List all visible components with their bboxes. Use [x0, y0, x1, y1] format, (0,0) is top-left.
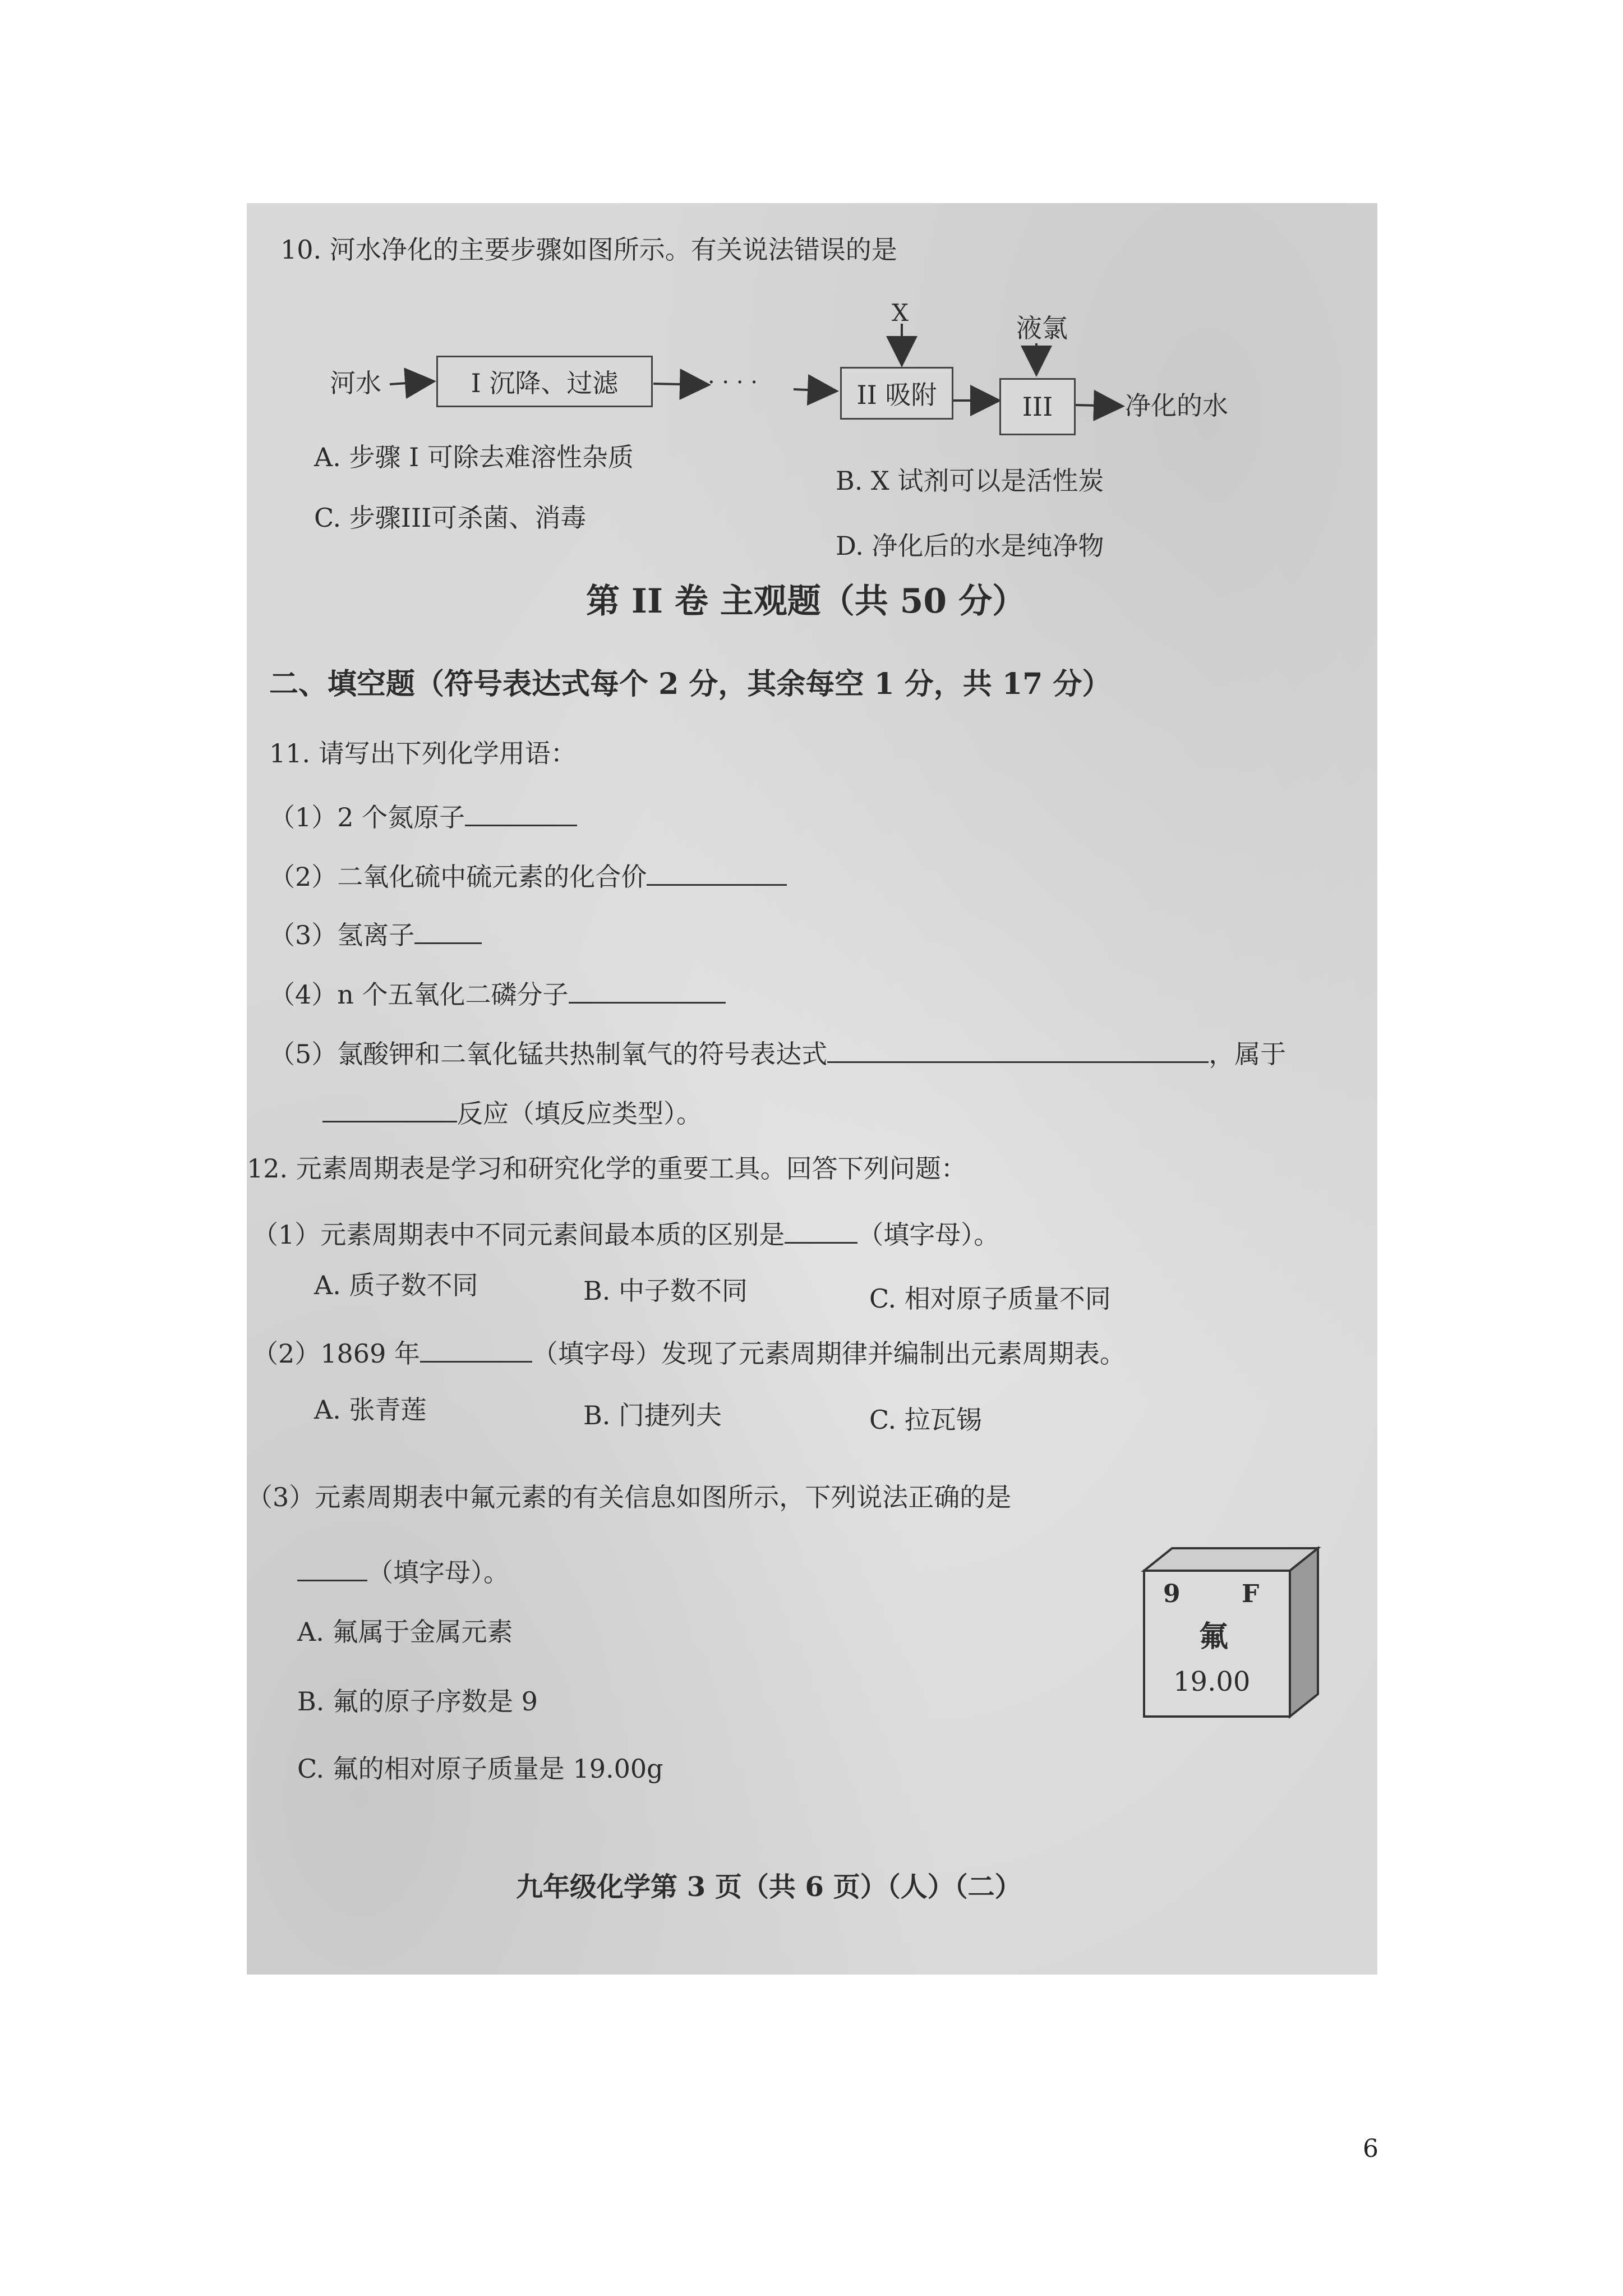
- q11-item-4: （4）n 个五氧化二磷分子: [269, 976, 726, 1007]
- q12-1-option-c: C. 相对原子质量不同: [869, 1283, 1111, 1314]
- q12-3-blank: [297, 1554, 367, 1581]
- arrow-river-to-step1: [390, 381, 432, 384]
- q12-1-option-a: A. 质子数不同: [314, 1270, 478, 1300]
- q10-option-c: C. 步骤III可杀菌、消毒: [314, 503, 587, 533]
- element-symbol: F: [1242, 1580, 1260, 1608]
- q12-part3: （3）元素周期表中氟元素的有关信息如图所示，下列说法正确的是: [247, 1482, 1012, 1512]
- q11-stem: 11. 请写出下列化学用语：: [269, 738, 577, 769]
- page-number: 6: [1363, 2134, 1378, 2163]
- q10-stem: 10. 河水净化的主要步骤如图所示。有关说法错误的是: [280, 234, 897, 265]
- q11-item-5-line2: 反应（填反应类型）。: [322, 1095, 702, 1126]
- scanned-exam-page: [247, 203, 1377, 1975]
- section2-title: 第 II 卷 主观题（共 50 分）: [586, 582, 1026, 621]
- q11-item-3: （3）氢离子: [269, 917, 482, 948]
- q10-option-d: D. 净化后的水是纯净物: [836, 531, 1104, 561]
- q12-part2: （2）1869 年 （填字母）发现了元素周期律并编制出元素周期表。: [252, 1335, 1126, 1366]
- diagram-step3-box: [999, 378, 1076, 435]
- diagram-reagent-chlorine: 液氯: [1016, 313, 1068, 343]
- q12-2-option-c: C. 拉瓦锡: [869, 1405, 982, 1435]
- diagram-step1-box: [436, 356, 653, 407]
- q11-item-5: （5）氯酸钾和二氧化锰共热制氧气的符号表达式 ，属于: [269, 1036, 1286, 1067]
- q12-3-option-b: B. 氟的原子序数是 9: [297, 1686, 538, 1717]
- arrow-dots-to-step2: [794, 389, 834, 391]
- water-purification-diagram: [247, 203, 1377, 472]
- diagram-output-water: 净化的水: [1125, 390, 1228, 421]
- diagram-reagent-x: X: [892, 299, 909, 326]
- q11-4-blank: [569, 976, 726, 1004]
- q11-1-blank: [465, 799, 577, 826]
- element-atomic-number: 9: [1163, 1580, 1181, 1608]
- q11-3-blank: [414, 917, 482, 944]
- diagram-step3-label: III: [1022, 392, 1053, 422]
- section2-subtitle: 二、填空题（符号表达式每个 2 分，其余每空 1 分，共 17 分）: [269, 667, 1112, 701]
- q12-2-blank: [420, 1335, 532, 1363]
- diagram-step2-label: II 吸附: [856, 380, 937, 410]
- q10-option-b: B. X 试剂可以是活性炭: [836, 466, 1104, 496]
- element-atomic-mass: 19.00: [1173, 1666, 1251, 1697]
- q12-part1: （1）元素周期表中不同元素间最本质的区别是 （填字母）。: [252, 1216, 999, 1248]
- q12-3-option-a: A. 氟属于金属元素: [297, 1617, 513, 1647]
- q11-5-type-blank: [322, 1095, 457, 1122]
- q11-item-1: （1）2 个氮原子: [269, 799, 577, 830]
- q12-1-option-b: B. 中子数不同: [583, 1276, 748, 1306]
- q11-5-blank: [827, 1036, 1209, 1063]
- q12-stem: 12. 元素周期表是学习和研究化学的重要工具。回答下列问题：: [247, 1153, 967, 1184]
- diagram-step1-label: I 沉降、过滤: [471, 368, 619, 398]
- q12-1-blank: [785, 1216, 857, 1244]
- fluorine-element-cube: [1133, 1544, 1335, 1734]
- diagram-dots: · · · ·: [708, 370, 758, 395]
- arrow-step3-to-output: [1076, 405, 1121, 406]
- q12-3-option-c: C. 氟的相对原子质量是 19.00g: [297, 1754, 663, 1784]
- q12-part3-answer: （填字母）。: [297, 1554, 509, 1585]
- arrow-step1-to-dots: [653, 384, 707, 385]
- exam-page-footer: 九年级化学第 3 页（共 6 页）（人）（二）: [516, 1871, 1022, 1903]
- element-name: 氟: [1199, 1619, 1229, 1654]
- q11-item-2: （2）二氧化硫中硫元素的化合价: [269, 858, 787, 890]
- q12-2-option-b: B. 门捷列夫: [583, 1400, 722, 1430]
- q11-2-blank: [647, 858, 787, 886]
- q10-option-a: A. 步骤 I 可除去难溶性杂质: [314, 442, 634, 472]
- q12-2-option-a: A. 张青莲: [314, 1395, 427, 1425]
- diagram-step2-box: [840, 367, 953, 420]
- diagram-input-river: 河水: [330, 368, 381, 398]
